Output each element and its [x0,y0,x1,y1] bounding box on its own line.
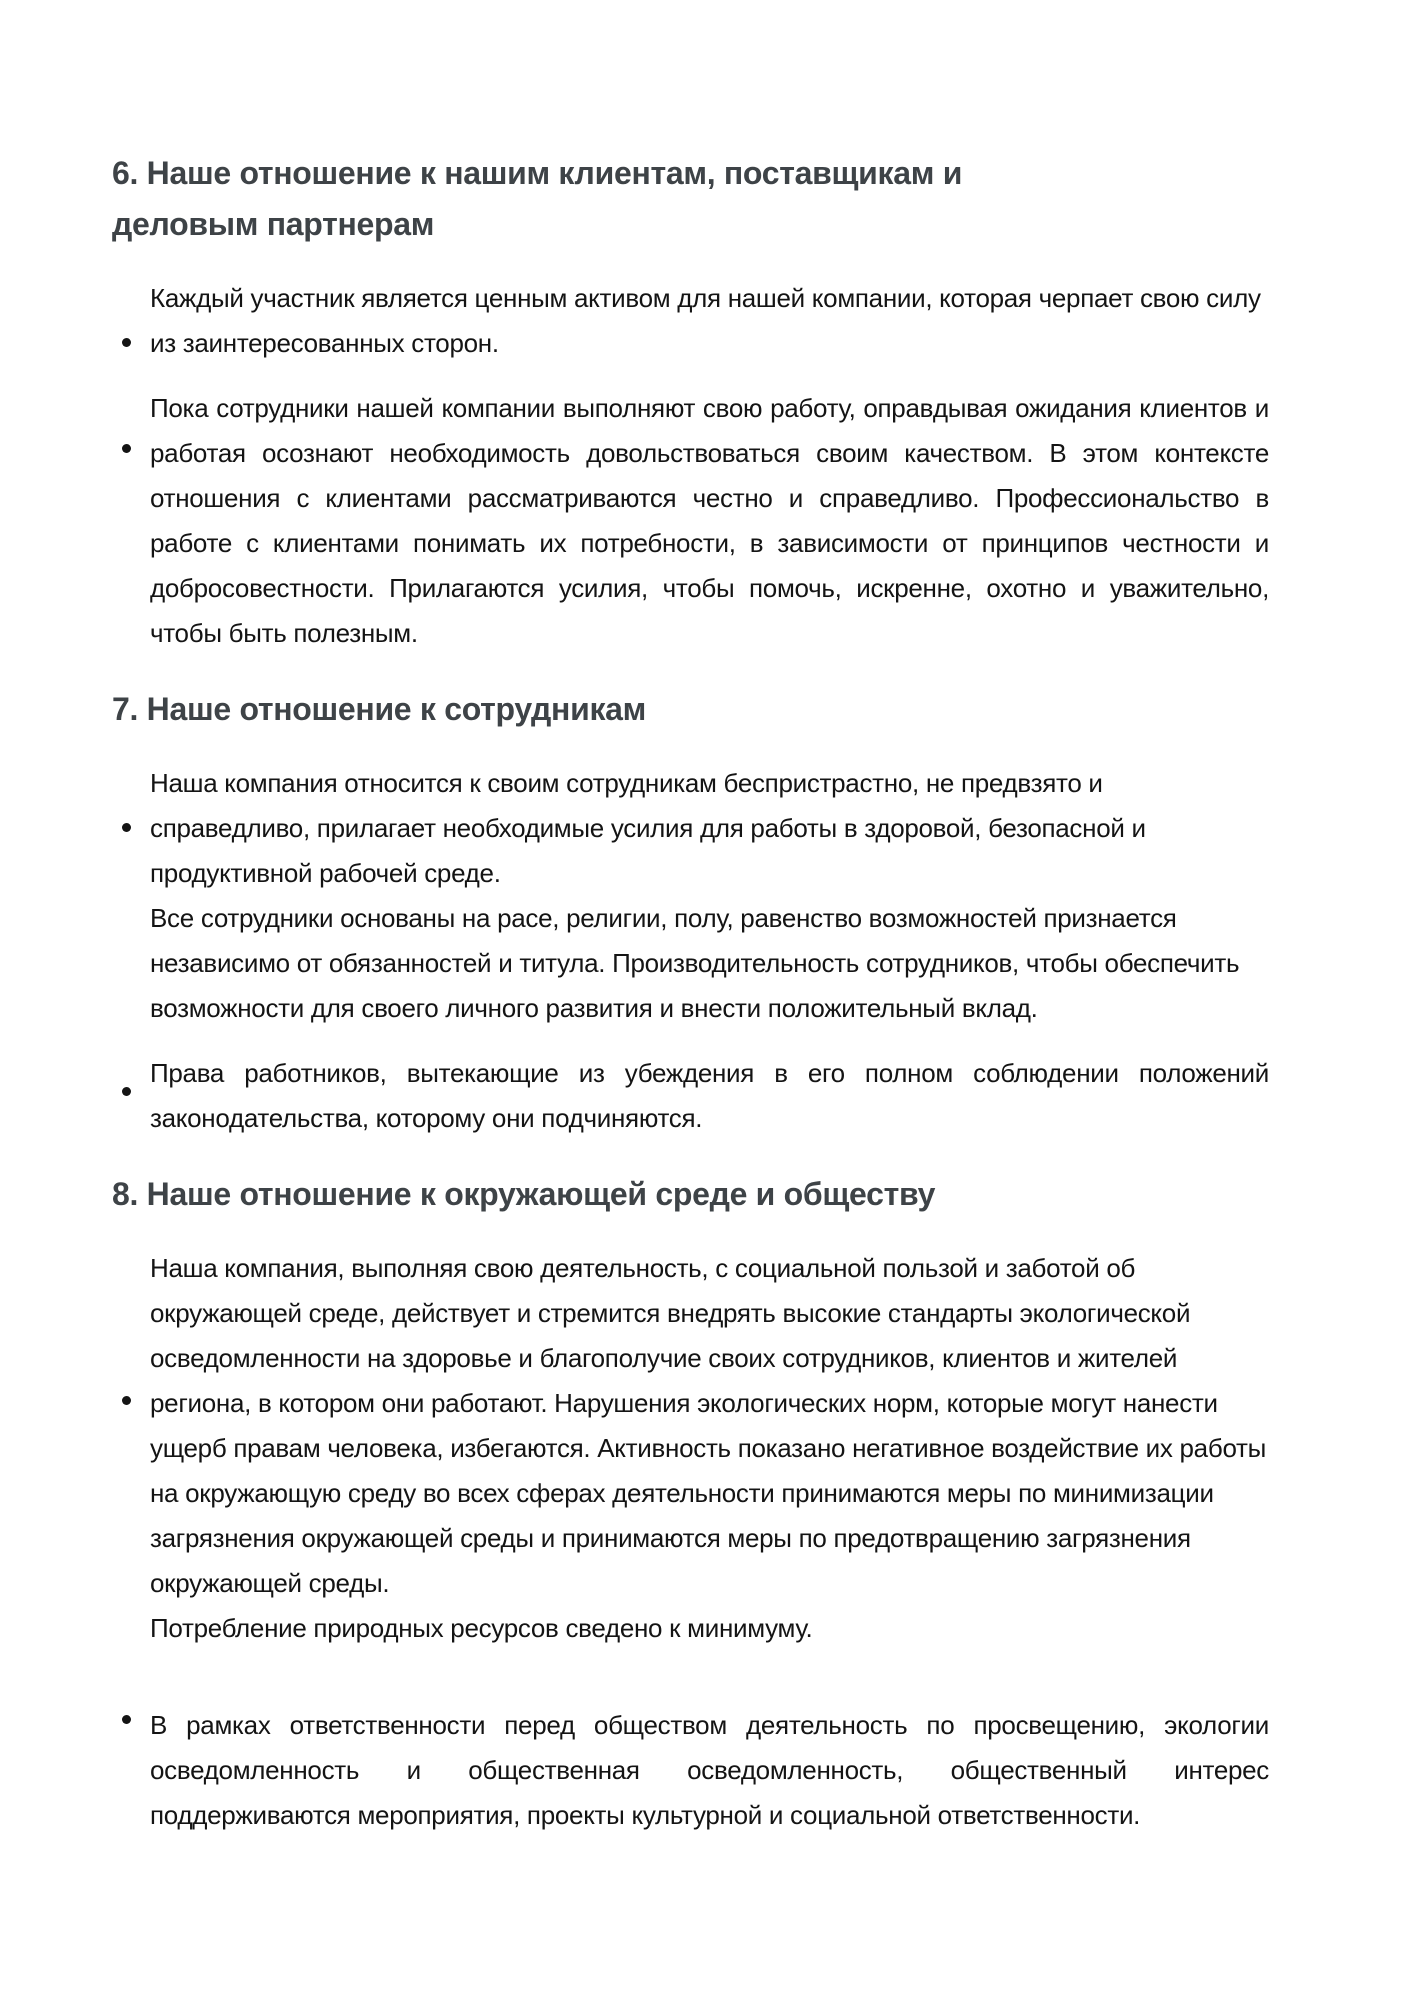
paragraph: В рамках ответственности перед обществом деятельность по просвещению, экологии осведомленность и общественная осведомленность, общественный интерес поддерживаются мероприятия, проекты культурной и социальной ответственности. [150,1710,1269,1830]
section-heading: 7. Наше отношение к сотрудникам [112,691,647,727]
list-item-text [150,276,1269,366]
section-environment-society [112,1169,1269,1838]
list-item-text [150,761,1269,1031]
list-item-text [150,1703,1269,1838]
list-item [112,1051,1269,1141]
list-item [112,1703,1269,1838]
bullet-icon [122,338,131,347]
list-item [112,761,1269,1031]
bullet-icon [122,1715,131,1724]
list-item-text [150,1246,1269,1651]
list-item [112,1246,1269,1651]
section-clients-partners [112,148,1269,656]
section-employees [112,684,1269,1141]
section-heading: 8. Наше отношение к окружающей среде и обществу [112,1176,936,1212]
paragraph: Наша компания относится к своим сотрудникам беспристрастно, не предвзято и справедливо, прилагает необходимые усилия для работы в здоровой, безопасной и продуктивной рабочей среде. [150,768,1146,888]
bullet-icon [122,1396,131,1405]
paragraph: Наша компания, выполняя свою деятельность, с социальной пользой и заботой об окружающей среде, действует и стремится внедрять высокие стандарты экологической осведомленности на здоровье и благополучие своих сотрудников, клиентов и жителей региона, в котором они работают. Нарушения экологических норм, которые могут нанести ущерб правам человека, избегаются. Активность показано негативное воздействие их работы на окружающую среду во всех сферах деятельности принимаются меры по минимизации загрязнения окружающей среды и принимаются меры по предотвращению загрязнения окружающей среды. [150,1253,1267,1598]
list-item [112,276,1269,366]
list-item-text [150,1051,1269,1141]
bullet-icon [122,444,131,453]
list-item-text [150,386,1269,656]
paragraph: Все сотрудники основаны на расе, религии, полу, равенство возможностей признается независимо от обязанностей и титула. Производительность сотрудников, чтобы обеспечить возможности для своего личного развития и внести положительный вклад. [150,903,1240,1023]
paragraph: Потребление природных ресурсов сведено к минимуму. [150,1613,813,1643]
paragraph: Каждый участник является ценным активом для нашей компании, которая черпает свою силу из заинтересованных сторон. [150,283,1261,358]
bullet-icon [122,823,131,832]
section-heading: 6. Наше отношение к нашим клиентам, поставщикам и деловым партнерам [112,155,963,242]
bullet-icon [122,1087,131,1096]
paragraph: Права работников, вытекающие из убеждения в его полном соблюдении положений законодательства, которому они подчиняются. [150,1058,1269,1133]
paragraph: Пока сотрудники нашей компании выполняют свою работу, оправдывая ожидания клиентов и работая осознают необходимость довольствоваться своим качеством. В этом контексте отношения с клиентами рассматриваются честно и справедливо. Профессиональство в работе с клиентами понимать их потребности, в зависимости от принципов честности и добросовестности. Прилагаются усилия, чтобы помочь, искренне, охотно и уважительно, чтобы быть полезным. [150,393,1269,648]
list-item [112,386,1269,656]
